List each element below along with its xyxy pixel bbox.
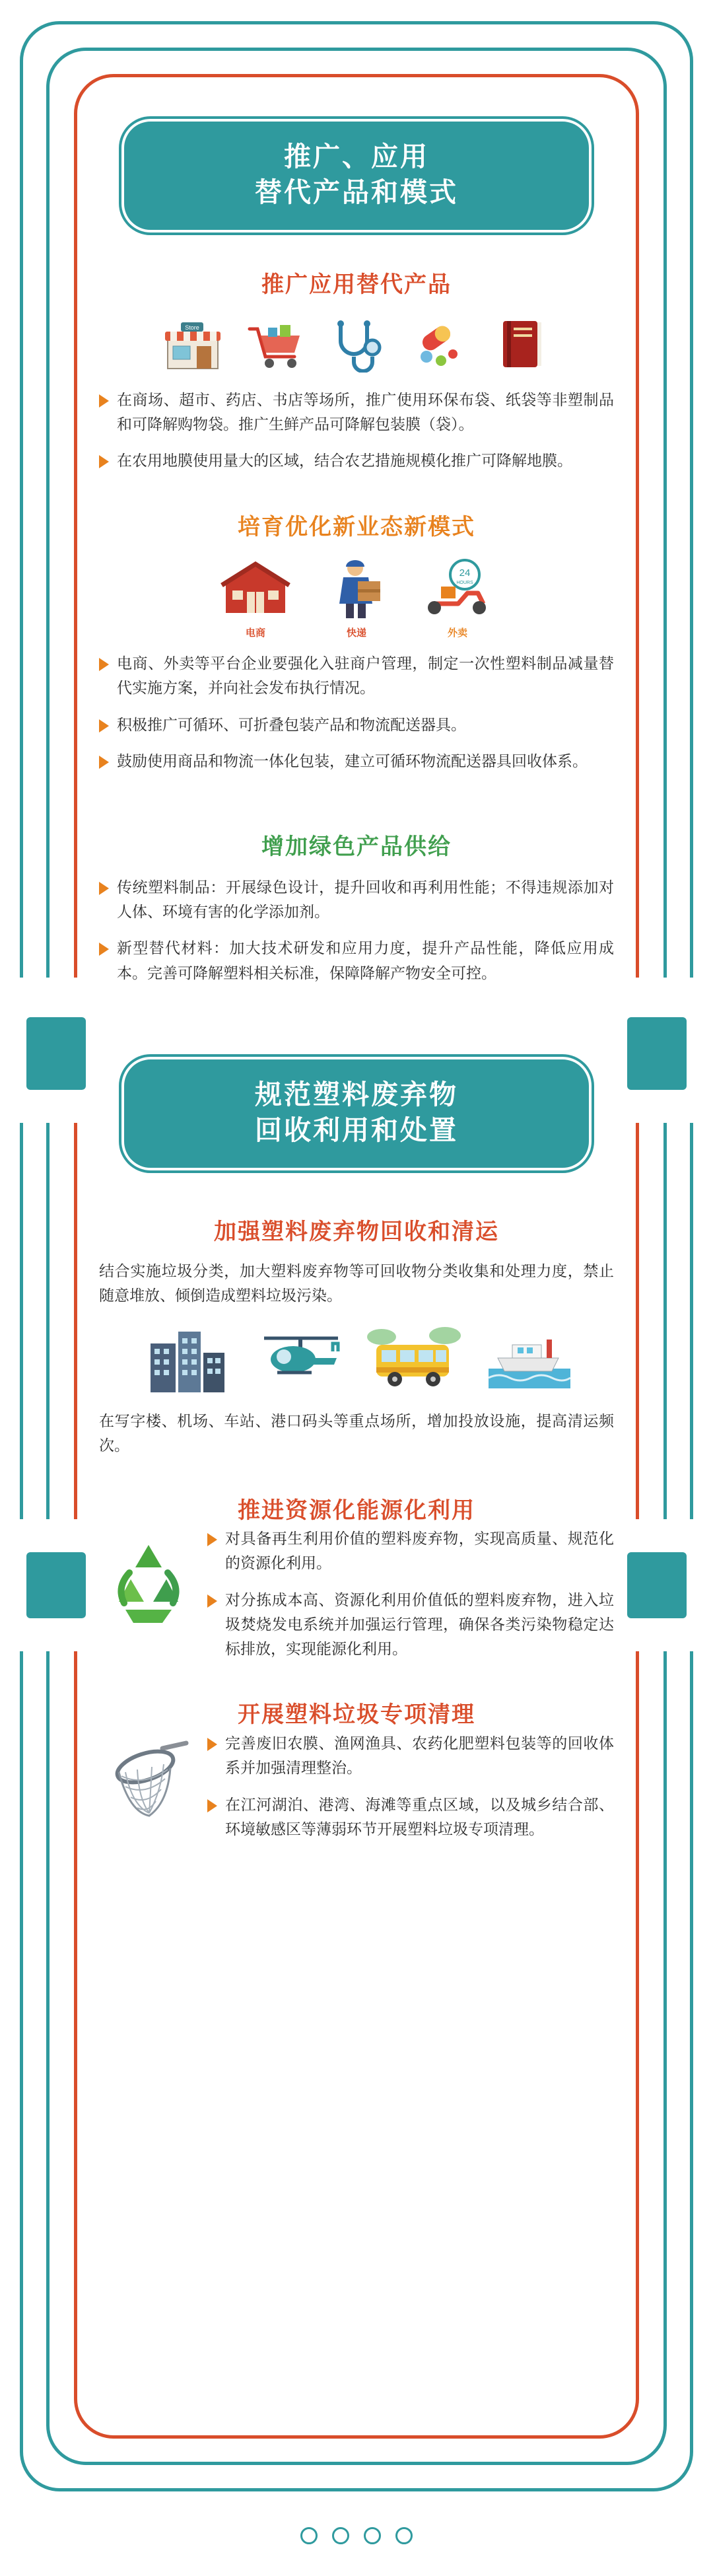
heading-resource-energy-use: 推进资源化能源化利用 [238,1497,475,1523]
triangle-bullet-icon [207,1533,217,1546]
bullet-item [99,713,614,737]
barn-ecommerce-icon [213,557,298,639]
bullet-text: 电商、外卖等平台企业要强化入驻商户管理，制定一次性塑料制品减量替代实施方案，并向社会发布执行情况。 [117,655,614,697]
icon-row-business-models [99,557,614,639]
bullets-resource-energy-use [207,1526,614,1673]
city-buildings-icon [137,1322,236,1398]
courier-delivery-icon [317,557,396,639]
bullet-item [207,1731,614,1781]
pager-dot[interactable] [300,2527,318,2544]
section-1-banner-line-2: 替代产品和模式 [255,177,458,208]
triangle-bullet-icon [99,882,109,895]
helicopter-icon [255,1322,347,1398]
pill-capsule-icon [407,316,470,376]
special-cleanup-figure-block [99,1731,614,1853]
stethoscope-icon [325,316,388,376]
triangle-bullet-icon [207,1799,217,1812]
bullet-item [207,1793,614,1842]
bullet-text: 对具备再生利用价值的塑料废弃物，实现高质量、规范化的资源化利用。 [225,1530,614,1572]
ship-port-icon [483,1322,576,1398]
triangle-bullet-icon [207,1738,217,1751]
resource-use-figure-block [99,1526,614,1673]
bullets-special-cleanup [207,1731,614,1853]
bullet-item [99,875,614,925]
bullet-item [99,936,614,985]
pager-dot[interactable] [332,2527,349,2544]
svg-text:Store: Store [185,324,199,331]
bullet-text: 传统塑料制品：开展绿色设计，提升回收和再利用性能；不得违规添加对人体、环境有害的化学添加剂。 [117,878,614,920]
bullet-text: 新型替代材料：加大技术研发和应用力度，提升产品性能，降低应用成本。完善可降解塑料相关标准，保障降解产物安全可控。 [117,939,614,982]
icon-caption: 电商 [245,627,265,639]
triangle-bullet-icon [99,455,109,468]
shopping-cart-icon [243,316,306,376]
fishing-net-icon [99,1731,198,1834]
triangle-bullet-icon [99,756,109,769]
triangle-bullet-icon [99,719,109,733]
bullet-item [99,388,614,437]
bullets-promote-alternatives [99,388,614,474]
heading-waste-collection: 加强塑料废弃物回收和清运 [214,1219,499,1244]
bullets-business-models [99,651,614,773]
frame-accent-left-2 [26,1552,86,1618]
icon-caption: 外卖 [447,627,467,639]
section-2-banner [121,1057,592,1170]
heading-promote-alternatives: 推广应用替代产品 [261,272,452,298]
bullet-text: 在江河湖泊、港湾、海滩等重点区域，以及城乡结合部、环境敏感区等薄弱环节开展塑料垃圾专项清理。 [225,1795,614,1838]
icon-row-key-venues [99,1322,614,1398]
bullet-text: 在商场、超市、药店、书店等场所，推广使用环保布袋、纸袋等非塑制品和可降解购物袋。推广生鲜产品可降解包装膜（袋）。 [117,390,614,433]
school-bus-icon [366,1322,465,1398]
bullet-item [207,1588,614,1662]
heading-green-supply: 增加绿色产品供给 [261,834,452,860]
frame-accent-right-1 [627,1017,687,1090]
triangle-bullet-icon [99,658,109,671]
paragraph-waste-collection-top: 结合实施垃圾分类，加大塑料废弃物等可回收物分类收集和处理力度，禁止随意堆放、倾倒造成塑料垃圾污染。 [99,1262,614,1304]
bullet-text: 鼓励使用商品和物流一体化包装，建立可循环物流配送器具回收体系。 [117,752,588,769]
takeout-scooter-icon [415,557,500,639]
store-icon [161,316,224,376]
triangle-bullet-icon [207,1594,217,1608]
bullets-green-supply [99,875,614,985]
book-icon [489,316,552,376]
bullet-item [99,651,614,701]
frame-accent-right-2 [627,1552,687,1618]
bullet-item [99,749,614,773]
icon-caption: 快递 [346,627,366,639]
section-1-banner [121,119,592,233]
bullet-text: 在农用地膜使用量大的区域，结合农艺措施规模化推广可降解地膜。 [117,452,572,470]
pager-dot[interactable] [364,2527,381,2544]
icon-row-alternatives [99,316,614,376]
section-1-banner-line-1: 推广、应用 [284,141,429,172]
content-column [99,119,614,1853]
bullet-item [207,1526,614,1576]
bullet-text: 积极推广可循环、可折叠包装产品和物流配送器具。 [117,715,466,733]
bullet-text: 对分拣成本高、资源化利用价值低的塑料废弃物，进入垃圾焚烧发电系统并加强运行管理，确保各类污染物稳定达标排放，实现能源化利用。 [225,1591,614,1658]
triangle-bullet-icon [99,943,109,956]
heading-new-business-models: 培育优化新业态新模式 [238,514,475,540]
bullet-item [99,448,614,473]
recycle-icon [99,1526,198,1635]
heading-special-cleanup: 开展塑料垃圾专项清理 [238,1702,475,1728]
pager-dot[interactable] [395,2527,413,2544]
section-2-banner-line-1: 规范塑料废弃物 [255,1079,458,1110]
pager-dots [0,2527,713,2544]
svg-text:24: 24 [459,567,471,579]
bullet-text: 完善废旧农膜、渔网渔具、农药化肥塑料包装等的回收体系并加强清理整治。 [225,1735,614,1777]
svg-text:HOURS: HOURS [456,581,473,586]
paragraph-waste-collection-bottom: 在写字楼、机场、车站、港口码头等重点场所，增加投放设施，提高清运频次。 [99,1412,614,1454]
section-2-banner-line-2: 回收利用和处置 [255,1114,458,1145]
triangle-bullet-icon [99,394,109,408]
frame-accent-left-1 [26,1017,86,1090]
